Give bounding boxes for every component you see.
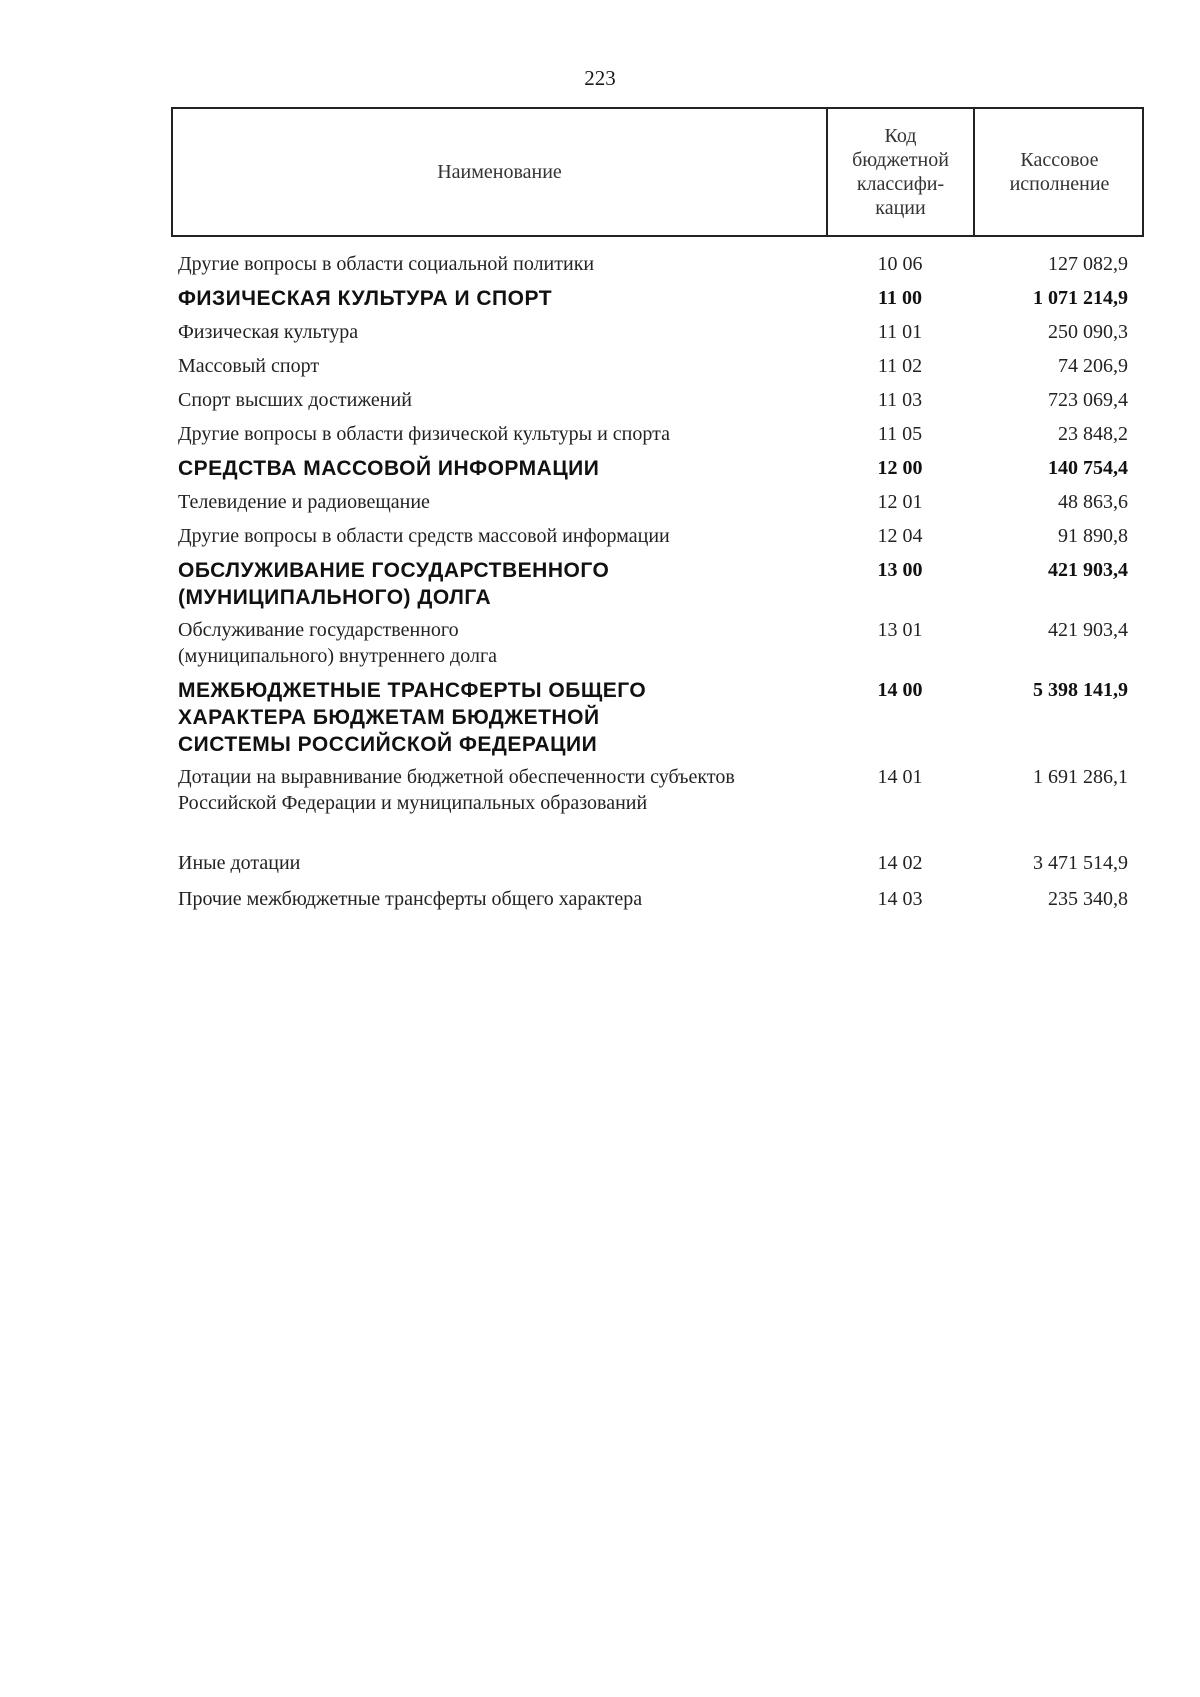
table-header xyxy=(171,107,1144,237)
row-name: Спорт высших достижений xyxy=(178,389,412,411)
row-name: Другие вопросы в области физической культуры и спорта xyxy=(178,423,670,445)
row-value: 74 206,9 xyxy=(1058,355,1128,377)
row-value: 127 082,9 xyxy=(1048,253,1128,275)
row-value: 1 691 286,1 xyxy=(1033,766,1128,788)
row-code: 11 01 xyxy=(877,321,923,343)
row-code: 11 03 xyxy=(877,389,923,411)
row-value: 421 903,4 xyxy=(1048,559,1128,581)
row-code: 14 00 xyxy=(877,679,923,701)
row-value: 421 903,4 xyxy=(1048,619,1128,641)
row-code: 13 00 xyxy=(877,559,923,581)
row-value: 1 071 214,9 xyxy=(1033,287,1128,309)
row-value: 235 340,8 xyxy=(1048,888,1128,910)
header-execution-cell xyxy=(973,109,1144,235)
row-code: 12 04 xyxy=(877,525,923,547)
row-name: СРЕДСТВА МАССОВОЙ ИНФОРМАЦИИ xyxy=(178,457,600,480)
row-code: 11 05 xyxy=(877,423,923,445)
row-code: 12 00 xyxy=(877,457,923,479)
row-name: МЕЖБЮДЖЕТНЫЕ ТРАНСФЕРТЫ ОБЩЕГО ХАРАКТЕРА БЮДЖЕТАМ БЮДЖЕТНОЙ СИСТЕМЫ РОССИЙСКОЙ ФЕДЕРАЦИИ xyxy=(178,679,647,756)
row-value: 23 848,2 xyxy=(1058,423,1128,445)
row-code: 14 03 xyxy=(877,888,923,910)
row-code: 12 01 xyxy=(877,491,923,513)
row-name: Другие вопросы в области социальной политики xyxy=(178,253,595,275)
row-value: 723 069,4 xyxy=(1048,389,1128,411)
row-name: ФИЗИЧЕСКАЯ КУЛЬТУРА И СПОРТ xyxy=(178,287,553,310)
row-value: 5 398 141,9 xyxy=(1033,679,1128,701)
row-code: 11 00 xyxy=(878,287,922,309)
row-code: 10 06 xyxy=(877,253,923,275)
row-name: Обслуживание государственного (муниципального) внутреннего долга xyxy=(178,619,498,667)
row-name: Прочие межбюджетные трансферты общего характера xyxy=(178,888,643,910)
row-value: 140 754,4 xyxy=(1048,457,1128,479)
header-code-label: Код бюджетной классифи- кации xyxy=(852,125,949,219)
row-name: ОБСЛУЖИВАНИЕ ГОСУДАРСТВЕННОГО (МУНИЦИПАЛЬНОГО) ДОЛГА xyxy=(178,559,610,609)
row-name: Дотации на выравнивание бюджетной обеспеченности субъектов Российской Федерации и муниципальных образований xyxy=(178,766,735,814)
row-code: 13 01 xyxy=(877,619,923,641)
row-name: Иные дотации xyxy=(178,852,301,874)
row-value: 3 471 514,9 xyxy=(1033,852,1128,874)
header-name-label: Наименование xyxy=(437,161,562,183)
header-name-cell xyxy=(173,109,826,235)
row-value: 91 890,8 xyxy=(1058,525,1128,547)
row-code: 14 01 xyxy=(877,766,923,788)
row-name: Физическая культура xyxy=(178,321,359,343)
row-code: 14 02 xyxy=(877,852,923,874)
row-value: 250 090,3 xyxy=(1048,321,1128,343)
row-value: 48 863,6 xyxy=(1058,491,1128,513)
header-execution-label: Кассовое исполнение xyxy=(1009,149,1110,195)
row-name: Массовый спорт xyxy=(178,355,320,377)
row-code: 11 02 xyxy=(877,355,923,377)
row-name: Другие вопросы в области средств массовой информации xyxy=(178,525,670,547)
row-name: Телевидение и радиовещание xyxy=(178,491,430,513)
header-code-cell xyxy=(826,109,973,235)
page-number: 223 xyxy=(584,66,616,90)
